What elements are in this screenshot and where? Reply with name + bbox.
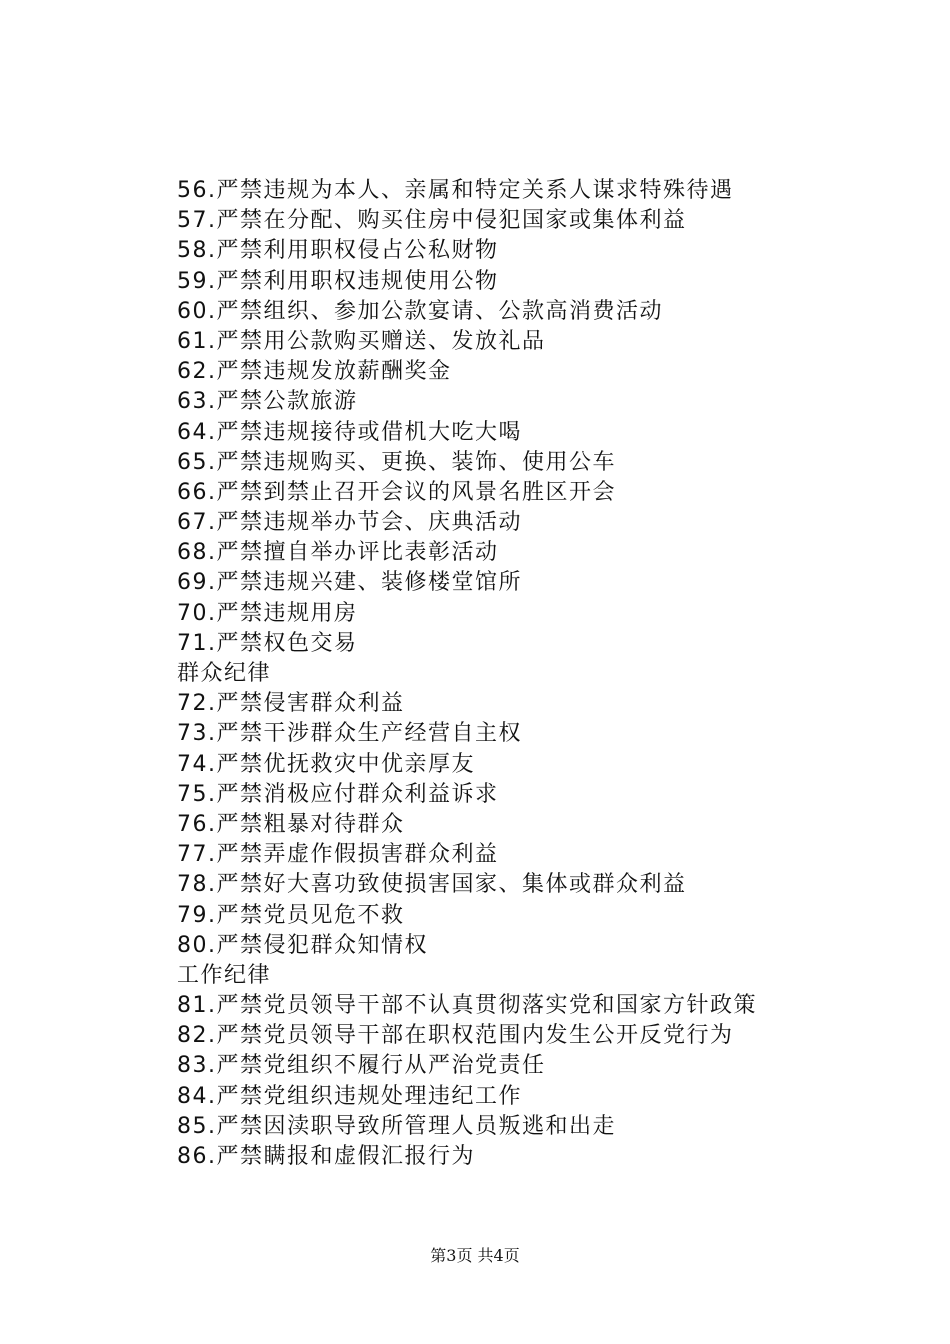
- list-item: 58.严禁利用职权侵占公私财物: [177, 238, 499, 264]
- list-item: 78.严禁好大喜功致使损害国家、集体或群众利益: [177, 872, 687, 898]
- list-item: 67.严禁违规举办节会、庆典活动: [177, 510, 522, 536]
- list-item: 73.严禁干涉群众生产经营自主权: [177, 721, 522, 747]
- list-item: 80.严禁侵犯群众知情权: [177, 932, 428, 958]
- list-item: 83.严禁党组织不履行从严治党责任: [177, 1053, 546, 1079]
- list-item: 85.严禁因渎职导致所管理人员叛逃和出走: [177, 1113, 616, 1139]
- list-item: 62.严禁违规发放薪酬奖金: [177, 359, 452, 385]
- list-item: 65.严禁违规购买、更换、装饰、使用公车: [177, 449, 616, 475]
- list-item: 61.严禁用公款购买赠送、发放礼品: [177, 328, 546, 354]
- list-item: 69.严禁违规兴建、装修楼堂馆所: [177, 570, 522, 596]
- list-item: 79.严禁党员见危不救: [177, 902, 405, 928]
- list-item: 77.严禁弄虚作假损害群众利益: [177, 842, 499, 868]
- list-item: 60.严禁组织、参加公款宴请、公款高消费活动: [177, 298, 663, 324]
- list-item: 64.严禁违规接待或借机大吃大喝: [177, 419, 522, 445]
- page-footer: [0, 1243, 950, 1266]
- list-item: 82.严禁党员领导干部在职权范围内发生公开反党行为: [177, 1023, 734, 1049]
- section-heading: 群众纪律: [177, 661, 272, 686]
- list-item: 59.严禁利用职权违规使用公物: [177, 268, 499, 294]
- list-item: 66.严禁到禁止召开会议的风景名胜区开会: [177, 479, 616, 505]
- document-body: [177, 176, 877, 1172]
- list-item: 68.严禁擅自举办评比表彰活动: [177, 540, 499, 566]
- list-item: 86.严禁瞒报和虚假汇报行为: [177, 1144, 475, 1169]
- section-heading: 工作纪律: [177, 962, 272, 988]
- list-item: 76.严禁粗暴对待群众: [177, 811, 405, 837]
- list-item: 72.严禁侵害群众利益: [177, 691, 405, 717]
- list-item: 75.严禁消极应付群众利益诉求: [177, 781, 499, 807]
- list-item: 84.严禁党组织违规处理违纪工作: [177, 1083, 522, 1109]
- list-item: 57.严禁在分配、购买住房中侵犯国家或集体利益: [177, 208, 687, 234]
- list-item: 70.严禁违规用房: [177, 600, 358, 626]
- list-item: 56.严禁违规为本人、亲属和特定关系人谋求特殊待遇: [177, 178, 734, 203]
- list-item: 81.严禁党员领导干部不认真贯彻落实党和国家方针政策: [177, 993, 757, 1019]
- page-number-label: 第3页 共4页: [430, 1246, 520, 1265]
- list-item: 71.严禁权色交易: [177, 630, 358, 656]
- list-item: 63.严禁公款旅游: [177, 389, 358, 415]
- list-item: 74.严禁优抚救灾中优亲厚友: [177, 751, 475, 777]
